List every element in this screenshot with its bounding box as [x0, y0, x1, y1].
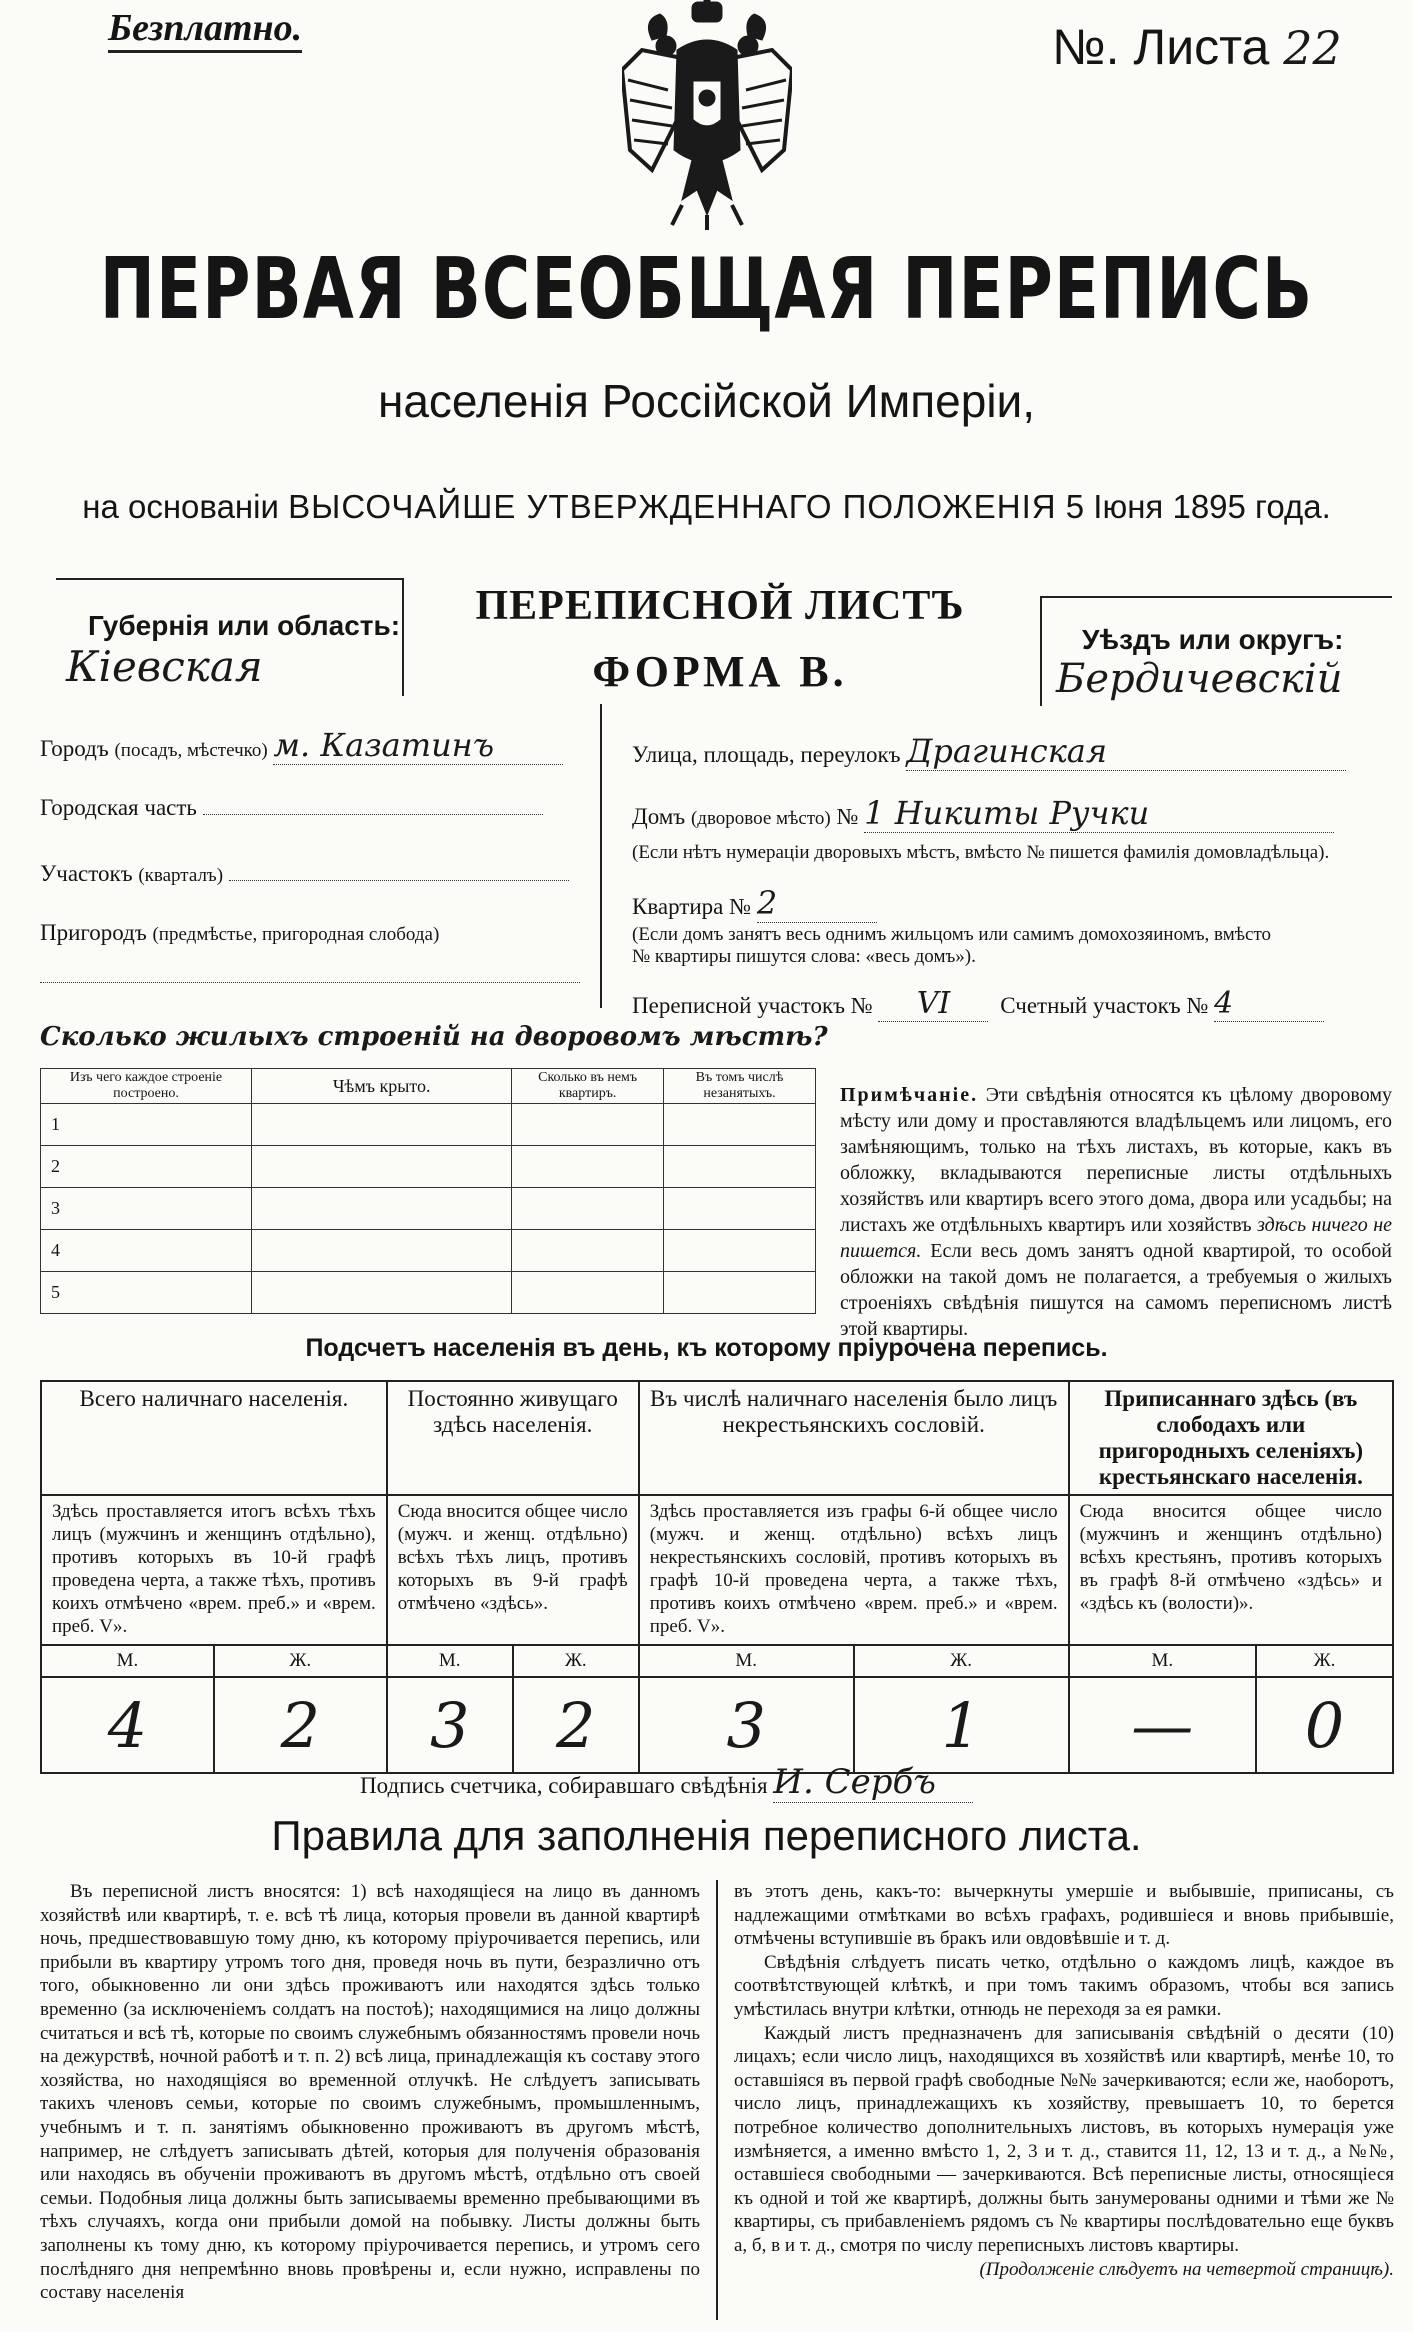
city-hint: (посадъ, мѣстечко)	[114, 740, 268, 761]
buildings-cell	[664, 1146, 816, 1188]
pop-f-label: Ж.	[513, 1645, 639, 1677]
document-title: ПЕРВАЯ ВСЕОБЩАЯ ПЕРЕПИСЬ	[99, 240, 1314, 339]
district-label: Уѣздъ или округъ:	[1082, 624, 1344, 655]
rules-right-para-1: въ этотъ день, какъ-то: вычеркнуты умершіе и выбывшіе, приписаны, съ надлежащими отмѣтками во всѣхъ графахъ, родившіеся и вновь прибывшіе, отмѣчены вступившіе въ бракъ или овдовѣвшіе и т. д.	[734, 1881, 1394, 1950]
buildings-row-num: 2	[41, 1146, 252, 1188]
basis-date: 5 Іюня 1895 года.	[1065, 488, 1331, 525]
buildings-col-material: Изъ чего каждое строеніе построено.	[41, 1069, 252, 1104]
suburb-field	[40, 920, 439, 946]
city-value: м. Казатинъ	[273, 726, 563, 765]
house-note: (Если нѣтъ нумераціи дворовыхъ мѣстъ, вмѣсто № пишется фамилія домовладѣльца).	[632, 842, 1330, 863]
buildings-note	[840, 1082, 1392, 1342]
rules-title: Правила для заполненія переписного листа.	[271, 1812, 1142, 1859]
pop-m-label: М.	[387, 1645, 513, 1677]
signature-label: Подпись счетчика, собиравшаго свѣдѣнія	[360, 1773, 768, 1798]
pop-head-peasant: Приписаннаго здѣсь (въ слободахъ или пригородныхъ селеніяхъ) крестьянскаго населенія.	[1069, 1381, 1393, 1495]
suburb-hint: (предмѣстье, пригородная слобода)	[152, 924, 440, 945]
buildings-cell	[664, 1104, 816, 1146]
buildings-cell	[252, 1104, 512, 1146]
pop-head-permanent: Постоянно живущаго здѣсь населенія.	[387, 1381, 639, 1495]
pop-permanent-female: 2	[513, 1677, 639, 1773]
buildings-cell	[512, 1272, 664, 1314]
province-box	[56, 578, 404, 696]
city-part-field	[40, 792, 543, 821]
count-section-label: Счетный участокъ №	[1000, 993, 1209, 1018]
pop-m-label: М.	[41, 1645, 214, 1677]
district-box	[1040, 596, 1392, 706]
sheet-number	[1052, 18, 1342, 76]
pop-total-male: 4	[41, 1677, 214, 1773]
city-part-line	[203, 792, 543, 815]
house-label: Домъ	[632, 804, 686, 829]
section-field	[40, 858, 569, 887]
enumerator-signature	[360, 1762, 973, 1803]
province-label: Губернія или область:	[88, 610, 401, 641]
rules-divider	[716, 1880, 718, 2320]
address-divider	[600, 704, 602, 1008]
sheet-heading: ПЕРЕПИСНОЙ ЛИСТЪ	[475, 583, 965, 629]
free-of-charge-mark: Безплатно.	[108, 6, 302, 53]
rules-right-column	[734, 1880, 1394, 2281]
pop-head-nonpeasant: Въ числѣ наличнаго населенія было лицъ некрестьянскихъ сословій.	[639, 1381, 1069, 1495]
buildings-col-vacant: Въ томъ числѣ незанятыхъ.	[664, 1069, 816, 1104]
census-section-label: Переписной участокъ №	[632, 993, 873, 1018]
population-table	[40, 1380, 1394, 1774]
note-text-italic: здѣсь ничего не пишется.	[840, 1214, 1392, 1262]
pop-head-total: Всего наличнаго населенія.	[41, 1381, 387, 1495]
street-field	[632, 732, 1346, 771]
census-section-value: VI	[878, 986, 988, 1022]
street-value: Драгинская	[906, 732, 1346, 771]
buildings-row-num: 4	[41, 1230, 252, 1272]
house-no-sign: №	[836, 804, 859, 829]
rules-continued: (Продолженіе слѣдуетъ на четвертой страницѣ).	[979, 2258, 1394, 2280]
apartment-value: 2	[757, 884, 877, 923]
sheet-number-value: 22	[1283, 21, 1342, 75]
pop-f-label: Ж.	[214, 1645, 387, 1677]
form-heading	[400, 582, 1040, 697]
city-field	[40, 726, 600, 765]
section-hint: (кварталъ)	[138, 865, 224, 886]
census-section-field	[632, 986, 1324, 1022]
apartment-note-1: (Если домъ занятъ весь однимъ жильцомъ или самимъ домохозяиномъ, вмѣсто	[632, 924, 1272, 945]
section-line	[229, 858, 569, 881]
pop-peasant-female: 0	[1256, 1677, 1393, 1773]
buildings-col-roof: Чѣмъ крыто.	[252, 1069, 512, 1104]
sheet-number-label: №. Листа	[1052, 19, 1270, 75]
buildings-col-apts: Сколько въ немъ квартиръ.	[512, 1069, 664, 1104]
pop-m-label: М.	[639, 1645, 854, 1677]
house-field	[632, 794, 1334, 833]
buildings-cell	[512, 1146, 664, 1188]
buildings-cell	[252, 1272, 512, 1314]
buildings-cell	[664, 1188, 816, 1230]
buildings-cell	[252, 1230, 512, 1272]
signature-value: И. Сербъ	[773, 1762, 973, 1803]
street-label: Улица, площадь, переулокъ	[632, 742, 901, 767]
basis-prefix: на основаніи	[82, 488, 279, 525]
pop-nonpeasant-male: 3	[639, 1677, 854, 1773]
province-value: Кіевская	[66, 642, 263, 691]
pop-f-label: Ж.	[1256, 1645, 1393, 1677]
count-section-value: 4	[1214, 986, 1324, 1022]
document-subtitle: населенія Россійской Имперіи,	[377, 375, 1036, 427]
buildings-cell	[664, 1272, 816, 1314]
pop-desc-peasant: Сюда вносится общее число (мужчинъ и женщинъ отдѣльно) всѣхъ крестьянъ, противъ которыхъ въ графѣ 8-й отмѣчено «здѣсь» и «здѣсь къ (волости)».	[1069, 1495, 1393, 1645]
pop-desc-nonpeasant: Здѣсь проставляется изъ графы 6-й общее число (мужч. и женщ. отдѣльно) всѣхъ лицъ некрестьянскихъ сословій, противъ которыхъ въ графѣ 10-й проведена черта, а также тѣхъ, противъ коихъ отмѣчено «врем. преб.» и «врем. преб. V».	[639, 1495, 1069, 1645]
buildings-table	[40, 1068, 816, 1314]
rules-left-column: Въ переписной листъ вносятся: 1) всѣ находящіеся на лицо въ данномъ хозяйствѣ или квартирѣ, т. е. всѣ тѣ лица, которыя провели въ данной квартирѣ ночь, предшествовавшую тому дню, къ которому пріурочивается перепись, или прибыли въ квартиру утромъ того дня, проведя ночь въ пути, безразлично отъ того, обыкновенно ли они здѣсь проживаютъ или находятся здѣсь только временно (за исключеніемъ солдатъ на постоѣ); находящимися на лицо должны считаться и всѣ тѣ, которые по своимъ служебнымъ обязанностямъ провели ночь на дежурствѣ, ночной работѣ и т. п. 2) всѣ лица, принадлежащія къ составу этого хозяйства, но находящіяся во временной отлучкѣ. Не слѣдуетъ записывать такихъ членовъ семьи, которые по своимъ служебнымъ, промышленнымъ, учебнымъ и т. п. занятіямъ обыкновенно проживаютъ въ другомъ мѣстѣ, например, не слѣдуетъ записывать дѣтей, которыя для полученія образованія или находясь въ обученіи проживаютъ въ другомъ мѣстѣ, отдѣльно отъ своей семьи. Подобныя лица должны быть записываемы временно пребывающими въ тѣхъ случаяхъ, когда они прибыли домой на побывку. Листы должны быть заполнены къ тому дню, къ которому пріурочивается перепись, и утромъ сего послѣдняго дня непремѣнно вновь провѣрены и, если нужно, исправлены по составу населенія	[40, 1881, 700, 2304]
buildings-row-num: 3	[41, 1188, 252, 1230]
double-headed-eagle-emblem-icon	[622, 0, 792, 232]
pop-total-female: 2	[214, 1677, 387, 1773]
population-title: Подсчетъ населенія въ день, къ которому пріурочена перепись.	[305, 1334, 1108, 1362]
house-hint: (дворовое мѣсто)	[690, 808, 831, 829]
pop-desc-total: Здѣсь проставляется итогъ всѣхъ тѣхъ лицъ (мужчинъ и женщинъ отдѣльно), противъ которыхъ въ 10-й графѣ проведена черта, а также тѣхъ, противъ коихъ отмѣчено «врем. преб.» и «врем. преб. V».	[41, 1495, 387, 1645]
buildings-cell	[512, 1230, 664, 1272]
pop-nonpeasant-female: 1	[854, 1677, 1069, 1773]
buildings-question: Сколько жилыхъ строеній на дворовомъ мѣстѣ?	[40, 1022, 828, 1052]
form-type-heading: ФОРМА В.	[592, 647, 848, 696]
pop-peasant-male: —	[1069, 1677, 1256, 1773]
apartment-field	[632, 884, 877, 923]
rules-right-para-3: Каждый листъ предназначенъ для записыванія свѣдѣній о десяти (10) лицахъ; если число лицъ, находящихся въ хозяйствѣ или квартирѣ, менѣе 10, то оставшіяся въ первой графѣ свободные №№ зачеркиваются; если же, наоборотъ, число лицъ, принадлежащихъ къ хозяйству, превышаетъ 10, то берется потребное количество дополнительныхъ листовъ, въ которыхъ нумерація уже измѣняется, а именно вмѣсто 1, 2, 3 и т. д., ставится 11, 12, 13 и т. д., а №№, оставшіеся свободными — зачеркиваются. Всѣ переписные листы, относящіеся къ одной и той же квартирѣ, должны быть занумерованы одними и тѣми же № квартиры, съ прибавленіемъ рядомъ съ № квартиры послѣдовательно еще буквъ а, б, в и т. д., смотря по числу переписныхъ листовъ квартиры.	[734, 2022, 1394, 2256]
pop-m-label: М.	[1069, 1645, 1256, 1677]
legal-basis-line	[0, 488, 1413, 526]
buildings-cell	[252, 1188, 512, 1230]
pop-f-label: Ж.	[854, 1645, 1069, 1677]
note-text-b: Если весь домъ занятъ одной квартирой, то особой обложки на такой домъ не полагается, а требуемыя о жилыхъ строеніяхъ свѣдѣнія пишутся на самомъ переписномъ листѣ этой квартиры.	[840, 1240, 1392, 1340]
city-part-label: Городская часть	[40, 795, 197, 820]
buildings-cell	[252, 1146, 512, 1188]
suburb-line	[40, 960, 580, 983]
house-value: 1 Никиты Ручки	[864, 794, 1334, 833]
rules-right-para-2: Свѣдѣнія слѣдуетъ писать четко, отдѣльно о каждомъ лицѣ, каждое въ соотвѣтствующей клѣткѣ, и при томъ такимъ образомъ, чтобы вся запись умѣстилась внутри клѣтки, отнюдь не переходя за ея рамки.	[734, 1951, 1394, 2020]
buildings-row-num: 1	[41, 1104, 252, 1146]
buildings-row-num: 5	[41, 1272, 252, 1314]
buildings-cell	[512, 1188, 664, 1230]
section-label: Участокъ	[40, 861, 133, 886]
city-label: Городъ	[40, 736, 109, 761]
district-value: Бердичевскій	[1056, 656, 1343, 702]
apartment-label: Квартира №	[632, 894, 752, 919]
note-text-a: Эти свѣдѣнія относятся къ цѣлому дворовому мѣсту или дому и проставляются владѣльцемъ или лицомъ, его замѣняющимъ, только на тѣхъ листахъ, въ которые, какъ въ обложку, вкладываются переписные листы отдѣльныхъ хозяйствъ или квартиръ всего этого дома, двора или усадьбы; на листахъ же отдѣльныхъ квартиръ или хозяйствъ	[840, 1084, 1392, 1236]
note-label: Примѣчаніе.	[840, 1084, 979, 1106]
pop-desc-permanent: Сюда вносится общее число (мужч. и женщ. отдѣльно) всѣхъ тѣхъ лицъ, противъ которыхъ въ 9-й графѣ отмѣчено «здѣсь».	[387, 1495, 639, 1645]
pop-permanent-male: 3	[387, 1677, 513, 1773]
apartment-note-2: № квартиры пишутся слова: «весь домъ»).	[632, 946, 976, 967]
basis-caps: ВЫСОЧАЙШЕ УТВЕРЖДЕННАГО ПОЛОЖЕНІЯ	[288, 488, 1057, 525]
buildings-cell	[664, 1230, 816, 1272]
buildings-cell	[512, 1104, 664, 1146]
suburb-label: Пригородъ	[40, 920, 147, 945]
